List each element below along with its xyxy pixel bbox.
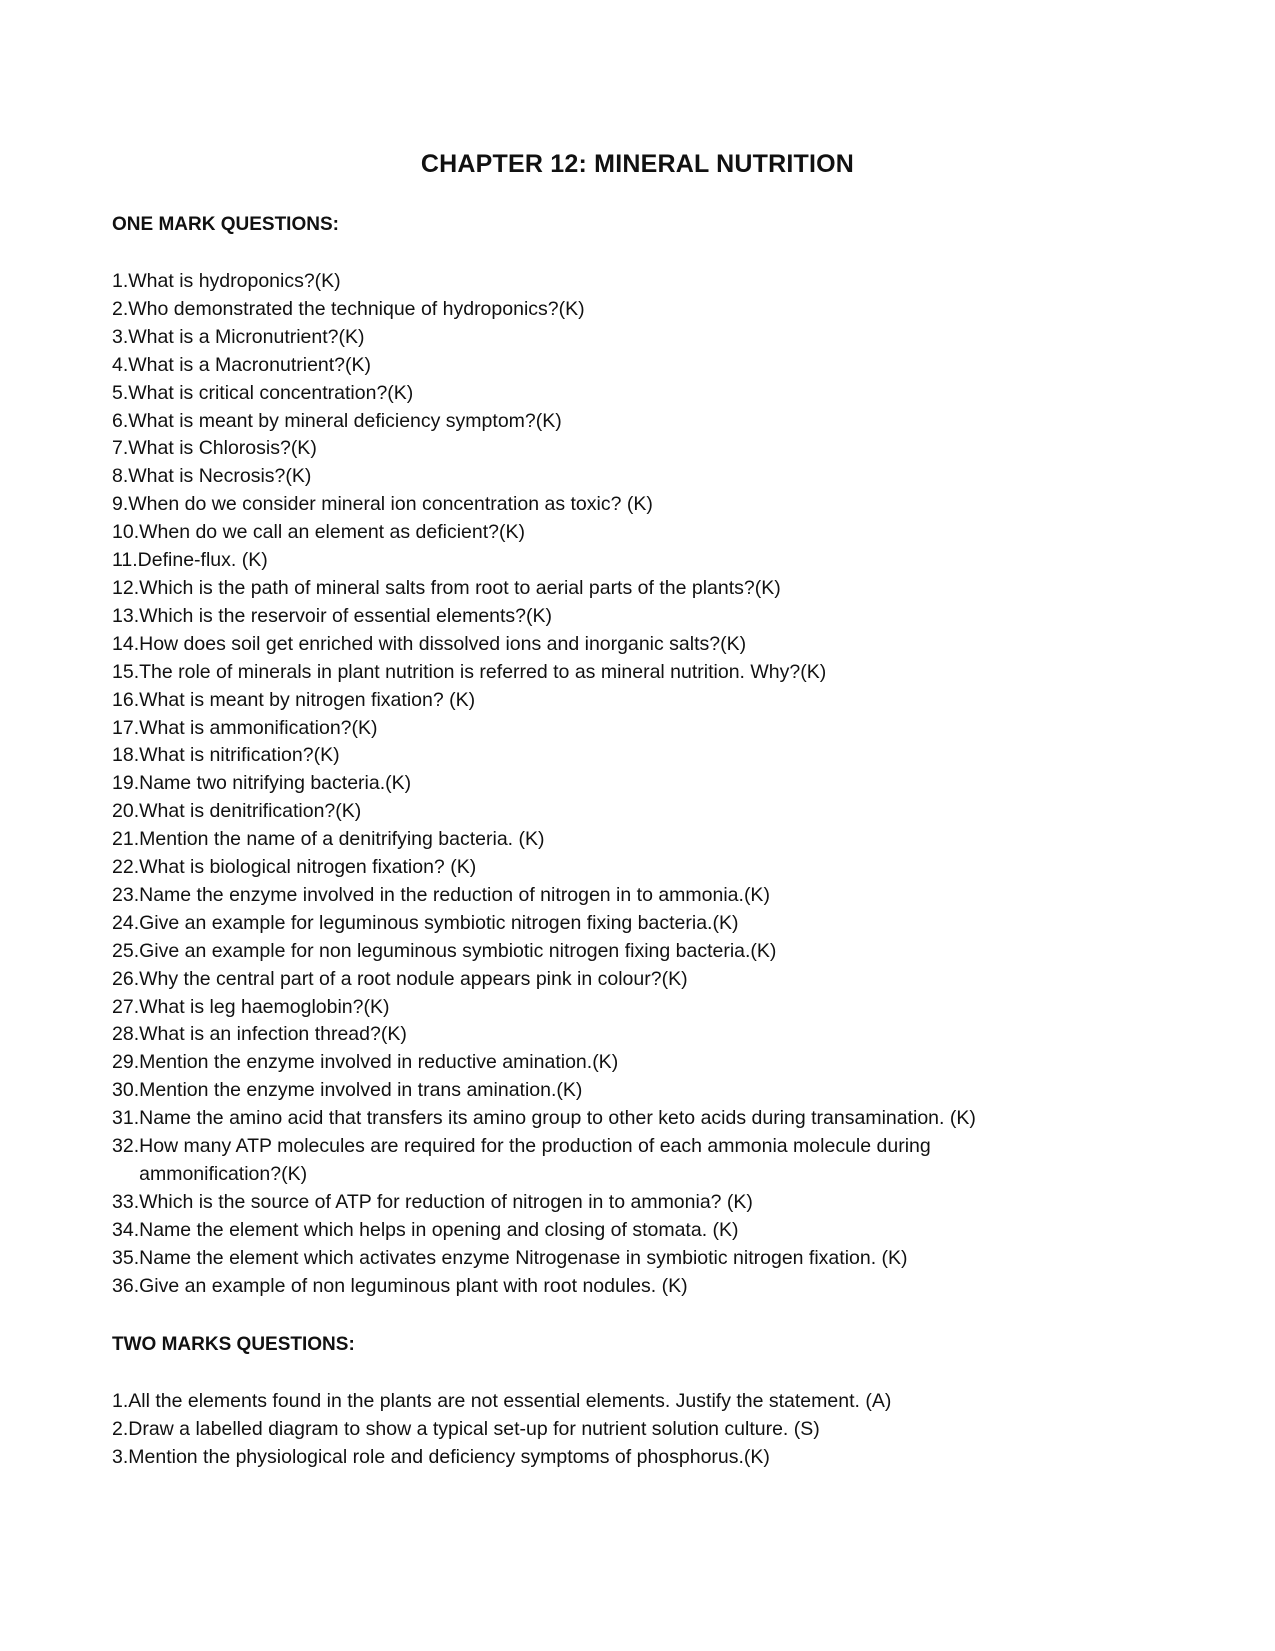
question-number: 5. bbox=[112, 381, 129, 404]
page-title: CHAPTER 12: MINERAL NUTRITION bbox=[420, 150, 855, 178]
question-item bbox=[112, 435, 1192, 463]
question-item bbox=[112, 1245, 1192, 1273]
question-item bbox=[112, 715, 1192, 743]
question-number: 29. bbox=[112, 1051, 140, 1074]
question-text: Name the enzyme involved in the reduction of nitrogen in to ammonia.(K) bbox=[139, 883, 770, 906]
question-number: 19. bbox=[112, 772, 140, 795]
question-item bbox=[112, 408, 1192, 436]
question-number: 22. bbox=[112, 856, 140, 879]
question-text: What is biological nitrogen fixation? (K) bbox=[139, 856, 477, 879]
question-number: 26. bbox=[112, 967, 140, 990]
question-number: 2. bbox=[112, 297, 129, 320]
question-text: How does soil get enriched with dissolved ions and inorganic salts?(K) bbox=[139, 632, 747, 655]
question-text: Name the amino acid that transfers its amino group to other keto acids during transamination. (K) bbox=[139, 1107, 976, 1130]
question-item bbox=[112, 324, 1192, 352]
question-text: What is a Macronutrient?(K) bbox=[128, 353, 372, 376]
question-item bbox=[112, 296, 1192, 324]
section-heading-two-marks: TWO MARKS QUESTIONS: bbox=[112, 1334, 355, 1355]
question-text: The role of minerals in plant nutrition is referred to as mineral nutrition. Why?(K) bbox=[139, 660, 827, 683]
question-number: 6. bbox=[112, 409, 129, 432]
question-item bbox=[112, 519, 1192, 547]
question-text: When do we call an element as deficient?(K) bbox=[139, 521, 525, 544]
question-text: Give an example for leguminous symbiotic nitrogen fixing bacteria.(K) bbox=[139, 911, 739, 934]
question-number: 28. bbox=[112, 1023, 140, 1046]
question-number: 35. bbox=[112, 1246, 140, 1269]
question-number: 23. bbox=[112, 883, 140, 906]
question-text: Why the central part of a root nodule appears pink in colour?(K) bbox=[139, 967, 688, 990]
question-item bbox=[112, 380, 1192, 408]
question-number: 17. bbox=[112, 716, 140, 739]
question-number: 3. bbox=[112, 325, 129, 348]
question-number: 27. bbox=[112, 995, 140, 1018]
question-text: What is Necrosis?(K) bbox=[128, 465, 312, 488]
question-number: 30. bbox=[112, 1079, 140, 1102]
question-item bbox=[112, 994, 1192, 1022]
question-item bbox=[112, 687, 1192, 715]
question-text: Draw a labelled diagram to show a typical set-up for nutrient solution culture. (S) bbox=[128, 1417, 820, 1440]
question-text: Which is the source of ATP for reduction of nitrogen in to ammonia? (K) bbox=[139, 1190, 753, 1213]
question-text: Name the element which activates enzyme Nitrogenase in symbiotic nitrogen fixation. (K) bbox=[139, 1246, 908, 1269]
question-item bbox=[112, 854, 1192, 882]
question-item bbox=[112, 1273, 1192, 1301]
question-item bbox=[112, 1049, 1192, 1077]
question-item bbox=[112, 1105, 1192, 1133]
section-heading-one-mark: ONE MARK QUESTIONS: bbox=[112, 214, 339, 235]
question-number: 21. bbox=[112, 828, 140, 851]
question-item bbox=[112, 770, 1192, 798]
question-number: 20. bbox=[112, 800, 140, 823]
question-text: Which is the path of mineral salts from root to aerial parts of the plants?(K) bbox=[139, 576, 781, 599]
question-item bbox=[112, 1444, 1192, 1472]
question-text: What is an infection thread?(K) bbox=[139, 1023, 407, 1046]
question-item bbox=[112, 463, 1192, 491]
question-item bbox=[112, 1189, 1192, 1217]
question-number: 14. bbox=[112, 632, 140, 655]
question-number: 13. bbox=[112, 604, 140, 627]
question-text: What is critical concentration?(K) bbox=[128, 381, 414, 404]
question-text: What is hydroponics?(K) bbox=[128, 270, 341, 292]
question-item bbox=[112, 910, 1192, 938]
question-text: What is meant by mineral deficiency symptom?(K) bbox=[128, 409, 562, 432]
question-number: 9. bbox=[112, 493, 129, 516]
question-text: When do we consider mineral ion concentration as toxic? (K) bbox=[128, 493, 653, 516]
question-number: 31. bbox=[112, 1107, 140, 1130]
question-number: 8. bbox=[112, 465, 129, 488]
question-text: Who demonstrated the technique of hydroponics?(K) bbox=[128, 297, 585, 320]
question-number: 2. bbox=[112, 1417, 129, 1440]
question-number: 16. bbox=[112, 688, 140, 711]
question-item bbox=[112, 742, 1192, 770]
question-text: How many ATP molecules are required for the production of each ammonia molecule during ammonification?(K) bbox=[139, 1135, 931, 1185]
question-item bbox=[112, 1133, 1192, 1189]
question-number: 24. bbox=[112, 911, 140, 934]
question-number: 1. bbox=[112, 270, 129, 292]
question-item bbox=[112, 268, 1192, 296]
question-text: What is nitrification?(K) bbox=[139, 744, 340, 767]
question-text: Give an example of non leguminous plant with root nodules. (K) bbox=[139, 1274, 688, 1297]
question-text: Give an example for non leguminous symbiotic nitrogen fixing bacteria.(K) bbox=[139, 939, 777, 962]
question-item bbox=[112, 966, 1192, 994]
question-item bbox=[112, 1217, 1192, 1245]
question-item bbox=[112, 491, 1192, 519]
question-number: 4. bbox=[112, 353, 129, 376]
question-item bbox=[112, 603, 1192, 631]
question-number: 10. bbox=[112, 521, 140, 544]
question-item bbox=[112, 938, 1192, 966]
question-item bbox=[112, 631, 1192, 659]
question-number: 1. bbox=[112, 1390, 129, 1412]
question-text: Define-flux. (K) bbox=[137, 549, 268, 572]
question-number: 18. bbox=[112, 744, 140, 767]
question-item bbox=[112, 1077, 1192, 1105]
question-number: 34. bbox=[112, 1218, 140, 1241]
question-item bbox=[112, 1021, 1192, 1049]
question-item bbox=[112, 352, 1192, 380]
question-text: Name the element which helps in opening and closing of stomata. (K) bbox=[139, 1218, 739, 1241]
question-text: What is Chlorosis?(K) bbox=[128, 437, 317, 460]
question-text: Which is the reservoir of essential elements?(K) bbox=[139, 604, 553, 627]
question-list-two-marks bbox=[112, 1388, 1192, 1472]
question-text: Mention the enzyme involved in reductive amination.(K) bbox=[139, 1051, 619, 1074]
question-text: Mention the enzyme involved in trans amination.(K) bbox=[139, 1079, 583, 1102]
question-number: 3. bbox=[112, 1445, 129, 1468]
question-number: 32. bbox=[112, 1135, 140, 1158]
question-text: What is a Micronutrient?(K) bbox=[128, 325, 365, 348]
question-text: What is ammonification?(K) bbox=[139, 716, 378, 739]
question-number: 25. bbox=[112, 939, 140, 962]
question-number: 7. bbox=[112, 437, 129, 460]
question-item bbox=[112, 575, 1192, 603]
question-number: 12. bbox=[112, 576, 140, 599]
question-text: What is denitrification?(K) bbox=[139, 800, 362, 823]
question-item bbox=[112, 798, 1192, 826]
question-number: 15. bbox=[112, 660, 140, 683]
question-text: All the elements found in the plants are not essential elements. Justify the statement. (A) bbox=[128, 1390, 892, 1412]
question-number: 36. bbox=[112, 1274, 140, 1297]
question-text: Name two nitrifying bacteria.(K) bbox=[139, 772, 412, 795]
question-item bbox=[112, 659, 1192, 687]
question-number: 11. bbox=[112, 549, 138, 572]
question-item bbox=[112, 547, 1192, 575]
question-number: 33. bbox=[112, 1190, 140, 1213]
question-text: What is meant by nitrogen fixation? (K) bbox=[139, 688, 476, 711]
question-item bbox=[112, 1416, 1192, 1444]
question-item bbox=[112, 826, 1192, 854]
question-item bbox=[112, 1388, 1192, 1416]
question-text: Mention the physiological role and deficiency symptoms of phosphorus.(K) bbox=[128, 1445, 770, 1468]
question-item bbox=[112, 882, 1192, 910]
question-text: Mention the name of a denitrifying bacteria. (K) bbox=[139, 828, 545, 851]
question-list-one-mark bbox=[112, 268, 1192, 1301]
question-text: What is leg haemoglobin?(K) bbox=[139, 995, 390, 1018]
